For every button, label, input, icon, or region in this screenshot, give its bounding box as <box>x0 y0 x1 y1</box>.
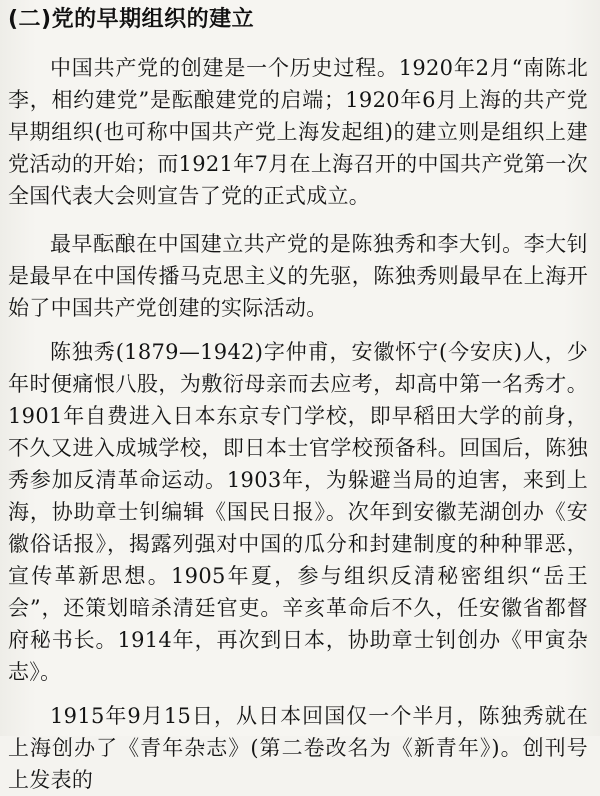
paragraph-2: 最早酝酿在中国建立共产党的是陈独秀和李大钊。李大钊是最早在中国传播马克思主义的先驱，陈独秀则最早在上海开始了中国共产党创建的实际活动。 <box>8 232 588 320</box>
paragraph-4: 1915年9月15日，从日本回国仅一个半月，陈独秀就在上海创办了《青年杂志》(第二卷改名为《新青年》)。创刊号上发表的 <box>8 704 588 792</box>
paragraph-1: 中国共产党的创建是一个历史过程。1920年2月“南陈北李，相约建党”是酝酿建党的启端；1920年6月上海的共产党早期组织(也可称中国共产党上海发起组)的建立则是组织上建党活动的开始；而1921年7月在上海召开的中国共产党第一次全国代表大会则宣告了党的正式成立。 <box>8 56 588 208</box>
section-title: (二)党的早期组织的建立 <box>8 7 255 32</box>
paragraph-3: 陈独秀(1879—1942)字仲甫，安徽怀宁(今安庆)人，少年时便痛恨八股，为敷衍母亲而去应考，却高中第一名秀才。1901年自费进入日本东京专门学校，即早稻田大学的前身，不久又进入成城学校，即日本士官学校预备科。回国后，陈独秀参加反清革命运动。1903年，为躲避当局的迫害，来到上海，协助章士钊编辑《国民日报》。次年到安徽芜湖创办《安徽俗话报》，揭露列强对中国的瓜分和封建制度的种种罪恶，宣传革新思想。1905年夏，参与组织反清秘密组织“岳王会”，还策划暗杀清廷官吏。辛亥革命后不久，任安徽省都督府秘书长。1914年，再次到日本，协助章士钊创办《甲寅杂志》。 <box>8 340 588 684</box>
